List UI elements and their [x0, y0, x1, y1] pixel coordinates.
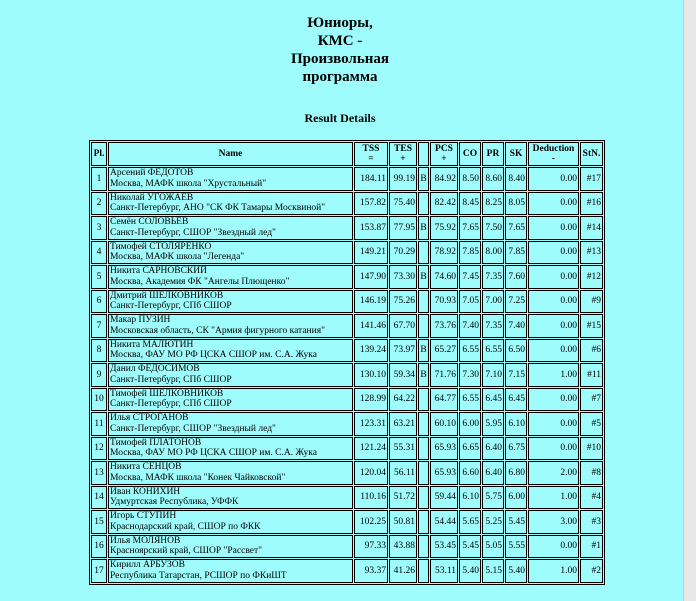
- place-cell: 3: [91, 216, 107, 240]
- flag-cell: [418, 461, 429, 485]
- tes-cell: 99.19: [389, 167, 417, 191]
- title-line-2: КМС -: [317, 33, 363, 49]
- flag-cell: [418, 559, 429, 583]
- start-number-cell: #16: [580, 192, 603, 216]
- tss-cell: 141.46: [354, 314, 388, 338]
- pcs-cell: 54.44: [430, 510, 458, 534]
- deduction-cell: 0.00: [528, 314, 579, 338]
- sk-cell: 5.55: [505, 535, 527, 559]
- table-row: [91, 216, 603, 240]
- place-cell: 1: [91, 167, 107, 191]
- pcs-cell: 60.10: [430, 412, 458, 436]
- flag-cell: [418, 192, 429, 216]
- pcs-cell: 53.45: [430, 535, 458, 559]
- tes-cell: 67.70: [389, 314, 417, 338]
- scrollbar[interactable]: [683, 0, 696, 601]
- tss-cell: 147.90: [354, 265, 388, 289]
- start-number-cell: #3: [580, 510, 603, 534]
- sk-cell: 8.40: [505, 167, 527, 191]
- flag-cell: [418, 437, 429, 461]
- athlete-cell: [108, 363, 353, 387]
- tes-cell: 56.11: [389, 461, 417, 485]
- start-number-cell: #15: [580, 314, 603, 338]
- pr-cell: 6.40: [482, 461, 504, 485]
- header-co-label: CO: [462, 148, 478, 159]
- tss-cell: 153.87: [354, 216, 388, 240]
- header-place: [91, 142, 107, 166]
- deduction-cell: 0.00: [528, 241, 579, 265]
- place-cell: 9: [91, 363, 107, 387]
- athlete-club: Москва, МАФК школа "Хрустальный": [110, 178, 267, 189]
- place-cell: 10: [91, 388, 107, 412]
- co-cell: 6.00: [459, 412, 481, 436]
- header-sk: [505, 142, 527, 166]
- pr-cell: 6.40: [482, 437, 504, 461]
- results-table: [89, 140, 605, 585]
- header-tes-label: TES: [394, 143, 412, 154]
- pcs-cell: 75.92: [430, 216, 458, 240]
- header-deduction-label: Deduction: [532, 143, 575, 154]
- flag-cell: B: [418, 339, 429, 363]
- tss-cell: 157.82: [354, 192, 388, 216]
- pcs-cell: 74.60: [430, 265, 458, 289]
- athlete-cell: [108, 167, 353, 191]
- flag-cell: B: [418, 265, 429, 289]
- athlete-name: Тимофей ШЕЛКОВНИКОВ: [110, 388, 224, 399]
- deduction-cell: 0.00: [528, 437, 579, 461]
- athlete-name: Илья СТРОГАНОВ: [110, 413, 189, 424]
- start-number-cell: #10: [580, 437, 603, 461]
- title-line-1: Юниоры,: [307, 15, 373, 31]
- flag-cell: B: [418, 363, 429, 387]
- pcs-cell: 73.76: [430, 314, 458, 338]
- start-number-cell: #14: [580, 216, 603, 240]
- co-cell: 8.50: [459, 167, 481, 191]
- table-row: [91, 535, 603, 559]
- title-line-4: программа: [302, 69, 378, 85]
- athlete-name: Семён СОЛОВЬЕВ: [110, 217, 189, 228]
- pr-cell: 7.10: [482, 363, 504, 387]
- flag-cell: [418, 314, 429, 338]
- place-cell: 14: [91, 486, 107, 510]
- deduction-cell: 0.00: [528, 265, 579, 289]
- athlete-club: Санкт-Петербург, СПб СШОР: [110, 301, 232, 312]
- athlete-cell: [108, 192, 353, 216]
- tss-cell: 121.24: [354, 437, 388, 461]
- pr-cell: 5.75: [482, 486, 504, 510]
- tes-cell: 75.26: [389, 290, 417, 314]
- athlete-cell: [108, 486, 353, 510]
- tss-cell: 149.21: [354, 241, 388, 265]
- deduction-cell: 0.00: [528, 192, 579, 216]
- athlete-name: Тимофей СТОЛЯРЕНКО: [110, 241, 212, 252]
- athlete-cell: [108, 290, 353, 314]
- tss-cell: 128.99: [354, 388, 388, 412]
- pcs-cell: 82.42: [430, 192, 458, 216]
- athlete-club: Москва, МАФК школа "Конек Чайковской": [110, 472, 286, 483]
- co-cell: 7.40: [459, 314, 481, 338]
- athlete-club: Санкт-Петербург, СПб СШОР: [110, 399, 232, 410]
- pcs-cell: 65.27: [430, 339, 458, 363]
- place-cell: 7: [91, 314, 107, 338]
- tes-cell: 70.29: [389, 241, 417, 265]
- athlete-name: Никита МАЛЮТИН: [110, 339, 194, 350]
- athlete-name: Никита СЕНЦОВ: [110, 462, 182, 473]
- table-row: [91, 167, 603, 191]
- co-cell: 6.55: [459, 339, 481, 363]
- header-pcs-label: PCS: [435, 143, 453, 154]
- co-cell: 7.30: [459, 363, 481, 387]
- tes-cell: 41.26: [389, 559, 417, 583]
- pr-cell: 8.60: [482, 167, 504, 191]
- athlete-cell: [108, 535, 353, 559]
- co-cell: 8.45: [459, 192, 481, 216]
- flag-cell: B: [418, 167, 429, 191]
- deduction-cell: 3.00: [528, 510, 579, 534]
- tes-cell: 75.40: [389, 192, 417, 216]
- sk-cell: 6.10: [505, 412, 527, 436]
- athlete-name: Макар ПУЗИН: [110, 315, 171, 326]
- co-cell: 7.45: [459, 265, 481, 289]
- athlete-name: Данил ФЕДОСИМОВ: [110, 364, 200, 375]
- flag-cell: [418, 535, 429, 559]
- co-cell: 5.45: [459, 535, 481, 559]
- pcs-cell: 70.93: [430, 290, 458, 314]
- title-line-3: Произвольная: [290, 51, 390, 67]
- tss-cell: 139.24: [354, 339, 388, 363]
- sk-cell: 5.45: [505, 510, 527, 534]
- tes-cell: 43.88: [389, 535, 417, 559]
- table-row: [91, 486, 603, 510]
- flag-cell: [418, 388, 429, 412]
- start-number-cell: #8: [580, 461, 603, 485]
- start-number-cell: #7: [580, 388, 603, 412]
- start-number-cell: #4: [580, 486, 603, 510]
- pr-cell: 8.00: [482, 241, 504, 265]
- table-row: [91, 412, 603, 436]
- pr-cell: 6.55: [482, 339, 504, 363]
- tss-cell: 184.11: [354, 167, 388, 191]
- tss-cell: 97.33: [354, 535, 388, 559]
- pr-cell: 7.35: [482, 265, 504, 289]
- place-cell: 12: [91, 437, 107, 461]
- athlete-club: Санкт-Петербург, СШОР "Звездный лед": [110, 423, 276, 434]
- tss-cell: 146.19: [354, 290, 388, 314]
- header-pcs-op: +: [441, 154, 447, 164]
- header-place-label: Pl.: [93, 148, 105, 159]
- header-start-number-label: StN.: [582, 148, 601, 159]
- table-row: [91, 314, 603, 338]
- header-name: [108, 142, 353, 166]
- deduction-cell: 0.00: [528, 167, 579, 191]
- place-cell: 4: [91, 241, 107, 265]
- place-cell: 8: [91, 339, 107, 363]
- header-deduction-op: -: [551, 154, 556, 164]
- sk-cell: 6.45: [505, 388, 527, 412]
- athlete-club: Санкт-Петербург, АНО "СК ФК Тамары Москвиной": [110, 203, 326, 214]
- table-header: [91, 142, 603, 166]
- header-sk-label: SK: [509, 148, 523, 159]
- athlete-club: Москва, Академия ФК "Ангелы Плющенко": [110, 276, 290, 287]
- tes-cell: 73.97: [389, 339, 417, 363]
- header-pcs: [430, 142, 458, 166]
- pr-cell: 6.45: [482, 388, 504, 412]
- tss-cell: 93.37: [354, 559, 388, 583]
- start-number-cell: #2: [580, 559, 603, 583]
- header-deduction: [528, 142, 579, 166]
- sk-cell: 7.60: [505, 265, 527, 289]
- pr-cell: 5.05: [482, 535, 504, 559]
- table-row: [91, 461, 603, 485]
- pcs-cell: 53.11: [430, 559, 458, 583]
- flag-cell: [418, 486, 429, 510]
- tes-cell: 73.30: [389, 265, 417, 289]
- pcs-cell: 65.93: [430, 437, 458, 461]
- athlete-cell: [108, 241, 353, 265]
- sk-cell: 7.85: [505, 241, 527, 265]
- athlete-club: Санкт-Петербург, СШОР "Звездный лед": [110, 227, 276, 238]
- athlete-club: Москва, МАФК школа "Легенда": [110, 252, 245, 263]
- place-cell: 6: [91, 290, 107, 314]
- place-cell: 5: [91, 265, 107, 289]
- athlete-club: Красноярский край, СШОР "Рассвет": [110, 546, 263, 557]
- athlete-name: Никита САРНОВСКИЙ: [110, 266, 207, 277]
- athlete-cell: [108, 388, 353, 412]
- tes-cell: 77.95: [389, 216, 417, 240]
- tss-cell: 123.31: [354, 412, 388, 436]
- page-title: [0, 14, 680, 86]
- deduction-cell: 2.00: [528, 461, 579, 485]
- start-number-cell: #5: [580, 412, 603, 436]
- place-cell: 11: [91, 412, 107, 436]
- tes-cell: 64.22: [389, 388, 417, 412]
- tss-cell: 102.25: [354, 510, 388, 534]
- athlete-club: Москва, ФАУ МО РФ ЦСКА СШОР им. С.А. Жука: [110, 350, 317, 361]
- sk-cell: 5.40: [505, 559, 527, 583]
- co-cell: 6.65: [459, 437, 481, 461]
- deduction-cell: 0.00: [528, 290, 579, 314]
- start-number-cell: #12: [580, 265, 603, 289]
- co-cell: 7.85: [459, 241, 481, 265]
- tss-cell: 120.04: [354, 461, 388, 485]
- header-pr: [482, 142, 504, 166]
- tes-cell: 50.81: [389, 510, 417, 534]
- pcs-cell: 59.44: [430, 486, 458, 510]
- pcs-cell: 78.92: [430, 241, 458, 265]
- header-flag: [418, 142, 429, 166]
- deduction-cell: 1.00: [528, 559, 579, 583]
- athlete-cell: [108, 314, 353, 338]
- section-subtitle: Result Details: [304, 111, 376, 125]
- table-row: [91, 363, 603, 387]
- sk-cell: 6.80: [505, 461, 527, 485]
- athlete-name: Кирилл АРБУЗОВ: [110, 560, 185, 571]
- athlete-name: Илья МОЛЯНОВ: [110, 535, 181, 546]
- tss-cell: 110.16: [354, 486, 388, 510]
- athlete-club: Удмуртская Республика, УФФК: [110, 497, 239, 508]
- start-number-cell: #9: [580, 290, 603, 314]
- table-row: [91, 437, 603, 461]
- co-cell: 7.65: [459, 216, 481, 240]
- sk-cell: 8.05: [505, 192, 527, 216]
- athlete-name: Арсений ФЕДОТОВ: [110, 168, 194, 179]
- deduction-cell: 0.00: [528, 339, 579, 363]
- table-body: [91, 167, 603, 583]
- deduction-cell: 0.00: [528, 535, 579, 559]
- athlete-cell: [108, 339, 353, 363]
- deduction-cell: 1.00: [528, 486, 579, 510]
- athlete-cell: [108, 510, 353, 534]
- tes-cell: 51.72: [389, 486, 417, 510]
- tes-cell: 59.34: [389, 363, 417, 387]
- athlete-cell: [108, 412, 353, 436]
- flag-cell: [418, 510, 429, 534]
- athlete-cell: [108, 461, 353, 485]
- flag-cell: [418, 241, 429, 265]
- header-pr-label: PR: [486, 148, 500, 159]
- header-tss: [354, 142, 388, 166]
- table-row: [91, 510, 603, 534]
- athlete-cell: [108, 265, 353, 289]
- place-cell: 15: [91, 510, 107, 534]
- pr-cell: 7.50: [482, 216, 504, 240]
- tes-cell: 63.21: [389, 412, 417, 436]
- header-tss-label: TSS: [362, 143, 380, 154]
- pcs-cell: 84.92: [430, 167, 458, 191]
- sk-cell: 7.15: [505, 363, 527, 387]
- athlete-club: Санкт-Петербург, СПб СШОР: [110, 374, 232, 385]
- sk-cell: 6.00: [505, 486, 527, 510]
- start-number-cell: #6: [580, 339, 603, 363]
- header-tes: [389, 142, 417, 166]
- co-cell: 6.60: [459, 461, 481, 485]
- co-cell: 5.65: [459, 510, 481, 534]
- table-row: [91, 559, 603, 583]
- flag-cell: B: [418, 216, 429, 240]
- pr-cell: 5.25: [482, 510, 504, 534]
- table-row: [91, 339, 603, 363]
- athlete-name: Тимофей ПЛАТОНОВ: [110, 437, 202, 448]
- start-number-cell: #13: [580, 241, 603, 265]
- table-row: [91, 241, 603, 265]
- table-row: [91, 192, 603, 216]
- pr-cell: 7.35: [482, 314, 504, 338]
- pcs-cell: 71.76: [430, 363, 458, 387]
- pcs-cell: 65.93: [430, 461, 458, 485]
- athlete-name: Игорь СТУПИН: [110, 511, 177, 522]
- pcs-cell: 64.77: [430, 388, 458, 412]
- co-cell: 6.55: [459, 388, 481, 412]
- flag-cell: [418, 412, 429, 436]
- header-name-label: Name: [218, 148, 243, 159]
- start-number-cell: #17: [580, 167, 603, 191]
- sk-cell: 7.40: [505, 314, 527, 338]
- sk-cell: 6.75: [505, 437, 527, 461]
- athlete-name: Иван КОНИХИН: [110, 486, 181, 497]
- co-cell: 7.05: [459, 290, 481, 314]
- sk-cell: 7.65: [505, 216, 527, 240]
- header-tss-op: =: [368, 154, 374, 164]
- athlete-club: Московская область, СК "Армия фигурного катания": [110, 325, 325, 336]
- place-cell: 17: [91, 559, 107, 583]
- co-cell: 5.40: [459, 559, 481, 583]
- pr-cell: 5.15: [482, 559, 504, 583]
- start-number-cell: #11: [580, 363, 603, 387]
- athlete-name: Дмитрий ШЕЛКОВНИКОВ: [110, 290, 224, 301]
- sk-cell: 6.50: [505, 339, 527, 363]
- tes-cell: 55.31: [389, 437, 417, 461]
- header-tes-op: +: [400, 154, 406, 164]
- header-co: [459, 142, 481, 166]
- athlete-cell: [108, 559, 353, 583]
- flag-cell: [418, 290, 429, 314]
- athlete-cell: [108, 216, 353, 240]
- co-cell: 6.10: [459, 486, 481, 510]
- sk-cell: 7.25: [505, 290, 527, 314]
- deduction-cell: 0.00: [528, 388, 579, 412]
- tss-cell: 130.10: [354, 363, 388, 387]
- start-number-cell: #1: [580, 535, 603, 559]
- table-row: [91, 265, 603, 289]
- header-start-number: [580, 142, 603, 166]
- place-cell: 13: [91, 461, 107, 485]
- athlete-club: Краснодарский край, СШОР по ФКК: [110, 521, 261, 532]
- deduction-cell: 1.00: [528, 363, 579, 387]
- place-cell: 16: [91, 535, 107, 559]
- athlete-name: Николай УГОЖАЕВ: [110, 192, 194, 203]
- pr-cell: 5.95: [482, 412, 504, 436]
- header-row: [91, 142, 603, 166]
- table-row: [91, 290, 603, 314]
- pr-cell: 7.00: [482, 290, 504, 314]
- place-cell: 2: [91, 192, 107, 216]
- athlete-club: Москва, ФАУ МО РФ ЦСКА СШОР им. С.А. Жука: [110, 448, 317, 459]
- pr-cell: 8.25: [482, 192, 504, 216]
- table-row: [91, 388, 603, 412]
- deduction-cell: 0.00: [528, 216, 579, 240]
- athlete-club: Республика Татарстан, РСШОР по ФКиШТ: [110, 570, 287, 581]
- deduction-cell: 0.00: [528, 412, 579, 436]
- athlete-cell: [108, 437, 353, 461]
